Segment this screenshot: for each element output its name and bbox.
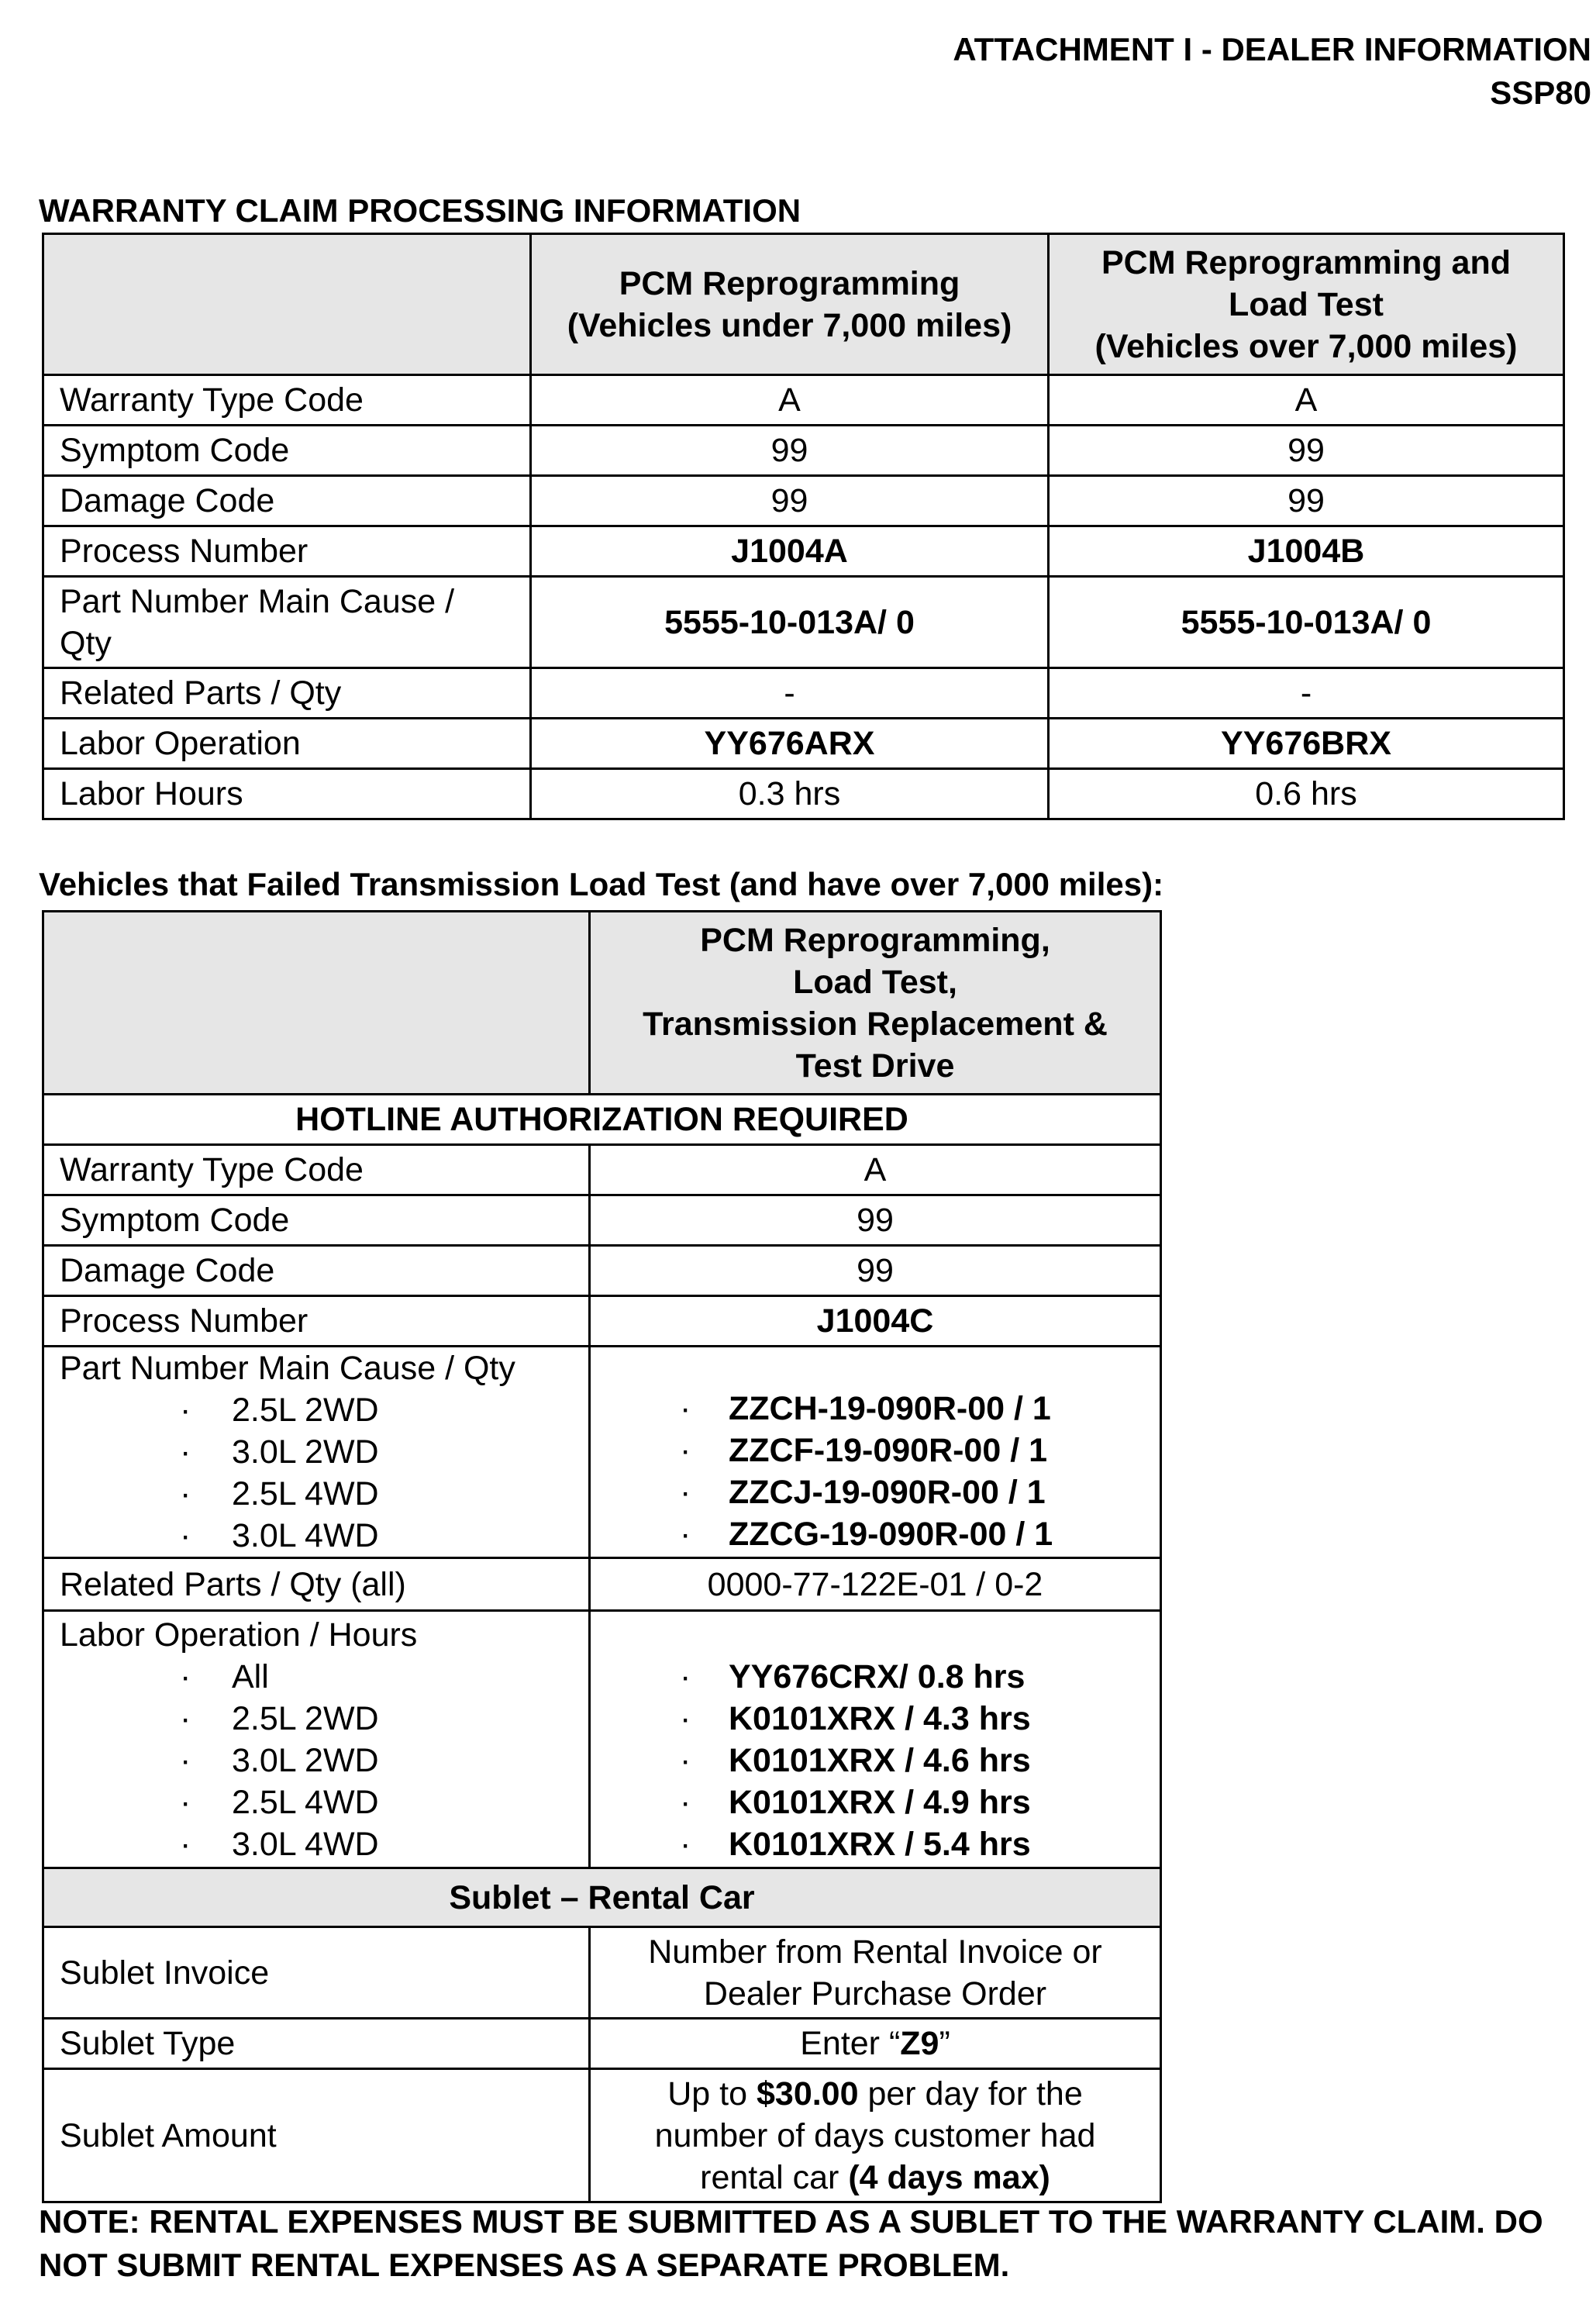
col-header-transmission-replacement: PCM Reprogramming, Load Test, Transmission Replacement & Test Drive: [590, 912, 1161, 1095]
list-item: · K0101XRX / 4.6 hrs: [680, 1742, 1031, 1779]
cell-under-7000: -: [531, 668, 1049, 719]
attachment-title: ATTACHMENT I - DEALER INFORMATION: [953, 31, 1591, 67]
table-row: [43, 769, 1564, 819]
sublet-rental-car-header: Sublet – Rental Car: [43, 1868, 1161, 1927]
cell-over-7000: J1004B: [1049, 526, 1564, 577]
cell-value: [590, 1347, 1161, 1558]
list-item: · All: [180, 1657, 269, 1695]
cell-value: Enter “Z9”: [590, 2019, 1161, 2069]
table-row: [43, 1195, 1161, 1246]
table-row: [43, 1927, 1161, 2019]
table-row: [43, 1246, 1161, 1296]
row-label: Part Number Main Cause / Qty · 2.5L 2WD · 3.0L 2WD · 2.5L 4WD · 3.0L 4WD: [43, 1347, 590, 1558]
list-item: · ZZCG-19-090R-00 / 1: [680, 1516, 1053, 1553]
cell-over-7000: -: [1049, 668, 1564, 719]
sublet-header-row: [43, 1868, 1161, 1927]
table-row: [43, 2069, 1161, 2202]
row-label: Warranty Type Code: [43, 1145, 590, 1195]
list-item: · K0101XRX / 4.3 hrs: [680, 1700, 1031, 1737]
list-item: · ZZCF-19-090R-00 / 1: [680, 1432, 1048, 1469]
header-blank-cell: [43, 234, 531, 375]
row-label: Part Number Main Cause / Qty: [43, 577, 531, 668]
cell-value: Up to $30.00 per day for the number of days customer had rental car (4 days max): [590, 2069, 1161, 2202]
cell-value: 0000-77-122E-01 / 0-2: [590, 1558, 1161, 1611]
table-row: [43, 2019, 1161, 2069]
engine-list: [60, 1656, 573, 1865]
table-row: [43, 1347, 1161, 1558]
row-label: Symptom Code: [43, 1195, 590, 1246]
table-row: [43, 1145, 1161, 1195]
row-label: Labor Operation / Hours · All · 2.5L 2WD · 3.0L 2WD · 2.5L 4WD · 3.0L 4WD: [43, 1611, 590, 1868]
list-item: · 2.5L 2WD: [180, 1699, 379, 1737]
cell-over-7000: YY676BRX: [1049, 719, 1564, 769]
cell-value: 99: [590, 1195, 1161, 1246]
cell-under-7000: 99: [531, 476, 1049, 526]
row-label: Related Parts / Qty: [43, 668, 531, 719]
cell-over-7000: 99: [1049, 476, 1564, 526]
row-label: Sublet Amount: [43, 2069, 590, 2202]
cell-over-7000: A: [1049, 375, 1564, 426]
row-label: Process Number: [43, 1296, 590, 1347]
cell-under-7000: A: [531, 375, 1049, 426]
labor-operation-list: [606, 1656, 1144, 1865]
warranty-claim-table: [42, 233, 1565, 820]
part-number-list: [606, 1388, 1144, 1555]
cell-over-7000: 99: [1049, 426, 1564, 476]
list-item: · YY676CRX/ 0.8 hrs: [680, 1658, 1026, 1695]
cell-value: [590, 1611, 1161, 1868]
cell-under-7000: YY676ARX: [531, 719, 1049, 769]
table-row: [43, 426, 1564, 476]
hotline-row: [43, 1095, 1161, 1145]
cell-value: 99: [590, 1246, 1161, 1296]
list-item: · 2.5L 4WD: [180, 1475, 379, 1512]
table-row: [43, 1611, 1161, 1868]
col-header-over-7000: PCM Reprogramming and Load Test (Vehicles over 7,000 miles): [1049, 234, 1564, 375]
list-item: · K0101XRX / 4.9 hrs: [680, 1784, 1031, 1821]
row-label: Damage Code: [43, 1246, 590, 1296]
row-label: Labor Operation: [43, 719, 531, 769]
table-row: [43, 668, 1564, 719]
table-row: [43, 577, 1564, 668]
cell-under-7000: 5555-10-013A/ 0: [531, 577, 1049, 668]
cell-over-7000: 5555-10-013A/ 0: [1049, 577, 1564, 668]
table-header-row: [43, 912, 1161, 1095]
hotline-authorization-label: HOTLINE AUTHORIZATION REQUIRED: [43, 1095, 1161, 1145]
row-label: Symptom Code: [43, 426, 531, 476]
document-code: SSP80: [1490, 74, 1591, 111]
list-item: · ZZCH-19-090R-00 / 1: [680, 1390, 1051, 1427]
table-row: [43, 476, 1564, 526]
cell-value: J1004C: [590, 1296, 1161, 1347]
list-item: · K0101XRX / 5.4 hrs: [680, 1826, 1031, 1863]
cell-over-7000: 0.6 hrs: [1049, 769, 1564, 819]
col-header-under-7000: PCM Reprogramming (Vehicles under 7,000 miles): [531, 234, 1049, 375]
row-label: Related Parts / Qty (all): [43, 1558, 590, 1611]
row-label: Sublet Invoice: [43, 1927, 590, 2019]
table-row: [43, 526, 1564, 577]
list-item: · 3.0L 2WD: [180, 1741, 379, 1779]
row-label: Warranty Type Code: [43, 375, 531, 426]
row-label: Labor Hours: [43, 769, 531, 819]
row-label: Damage Code: [43, 476, 531, 526]
list-item: · 3.0L 4WD: [180, 1825, 379, 1863]
cell-under-7000: 0.3 hrs: [531, 769, 1049, 819]
table-row: [43, 1558, 1161, 1611]
table-header-row: [43, 234, 1564, 375]
engine-list: [60, 1389, 573, 1557]
cell-value: Number from Rental Invoice or Dealer Purchase Order: [590, 1927, 1161, 2019]
table-row: [43, 719, 1564, 769]
document-header: [953, 28, 1591, 115]
failed-load-test-table: [42, 910, 1162, 2203]
rental-expense-note: NOTE: RENTAL EXPENSES MUST BE SUBMITTED AS A SUBLET TO THE WARRANTY CLAIM. DO NOT SUBMIT RENTAL EXPENSES AS A SEPARATE PROBLEM.: [39, 2203, 1543, 2283]
list-item: · ZZCJ-19-090R-00 / 1: [680, 1474, 1046, 1511]
cell-under-7000: J1004A: [531, 526, 1049, 577]
cell-under-7000: 99: [531, 426, 1049, 476]
list-item: · 3.0L 2WD: [180, 1433, 379, 1471]
table-row: [43, 375, 1564, 426]
list-item: · 2.5L 4WD: [180, 1783, 379, 1821]
header-blank-cell: [43, 912, 590, 1095]
table-row: [43, 1296, 1161, 1347]
cell-value: A: [590, 1145, 1161, 1195]
row-label: Process Number: [43, 526, 531, 577]
list-item: · 3.0L 4WD: [180, 1517, 379, 1554]
warranty-section-title: WARRANTY CLAIM PROCESSING INFORMATION: [39, 192, 801, 229]
failed-load-test-title: Vehicles that Failed Transmission Load Test (and have over 7,000 miles):: [39, 866, 1164, 902]
list-item: · 2.5L 2WD: [180, 1392, 379, 1429]
row-label: Sublet Type: [43, 2019, 590, 2069]
